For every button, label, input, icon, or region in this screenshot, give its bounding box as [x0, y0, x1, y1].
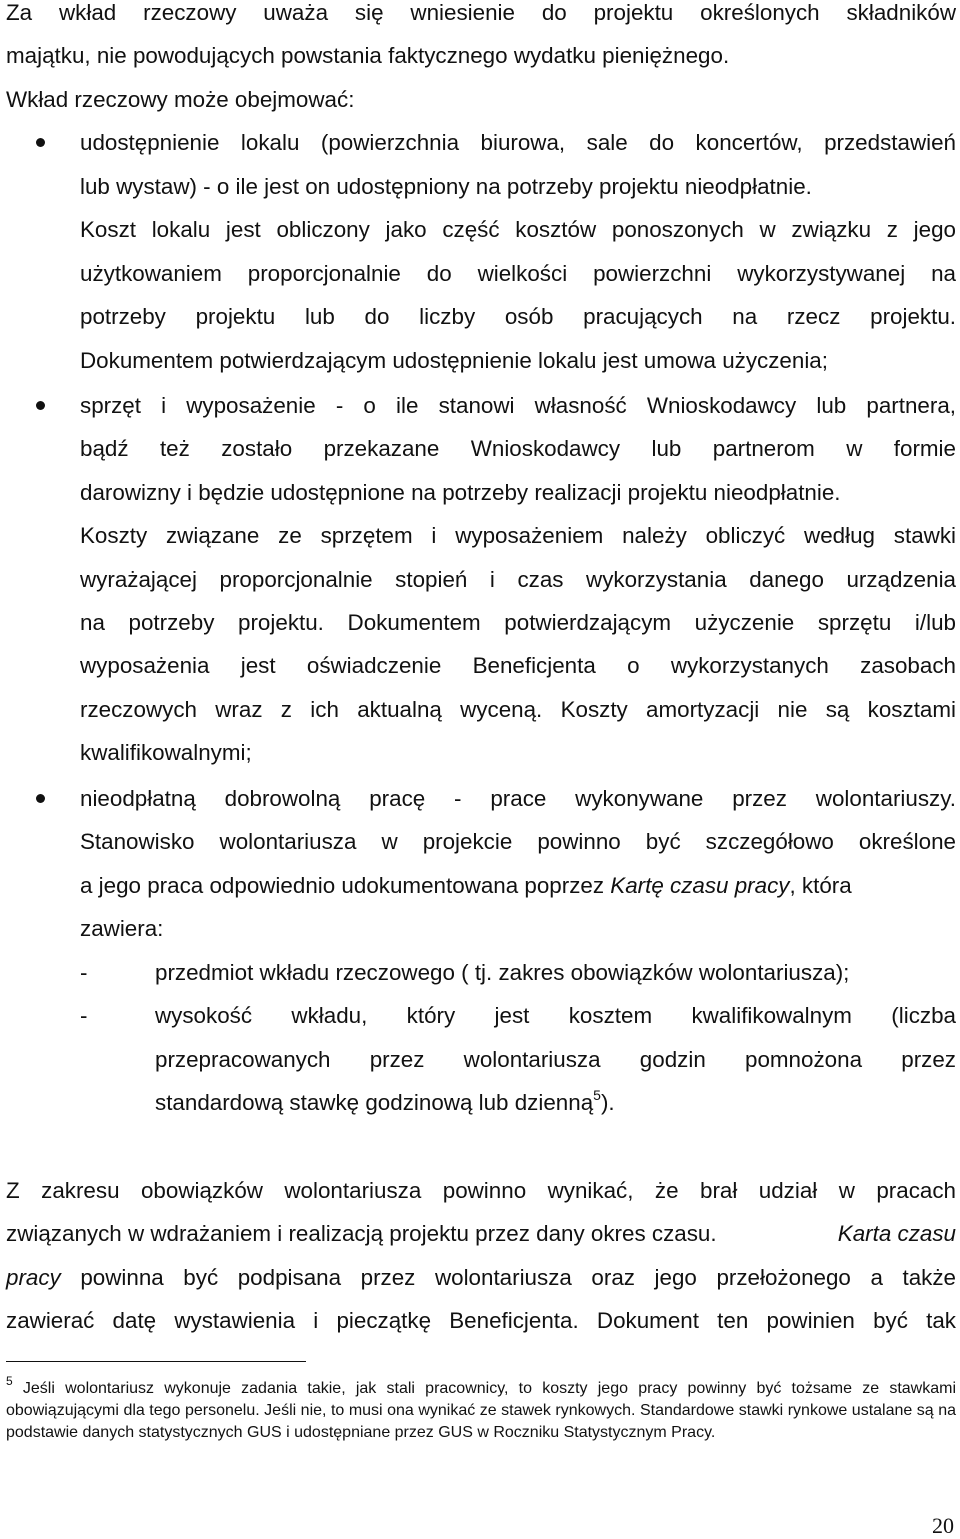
dash-marker: - [80, 960, 88, 985]
footnote-divider [6, 1361, 306, 1362]
bullet-1-line-1: udostępnienie lokalu (powierzchnia biurowa, sale do koncertów, przedstawień [80, 130, 956, 155]
bullet-2-line-8: rzeczowych wraz z ich aktualną wyceną. Koszty amortyzacji nie są kosztami [80, 697, 956, 722]
bullet-marker [36, 401, 45, 410]
dash-2-line-3 [155, 1086, 615, 1116]
bullet-1-line-6: Dokumentem potwierdzającym udostępnienie lokalu jest umowa użyczenia; [80, 348, 828, 373]
bullet-2-line-7: wyposażenia jest oświadczenie Beneficjenta o wykorzystanych zasobach [80, 653, 956, 678]
bullet-1-line-5: potrzeby projektu lub do liczby osób pracujących na rzecz projektu. [80, 304, 956, 329]
bullet-2-line-4: Koszty związane ze sprzętem i wyposażeniem należy obliczyć według stawki [80, 523, 956, 548]
footnote-text: Jeśli wolontariusz wykonuje zadania takie, jak stali pracownicy, to koszty jego pracy powinny być tożsame ze stawkami obowiązującymi dla tego personelu. Jeśli nie, to musi ona wynikać ze stawek rynkowych. Standardowe stawki rynkowe ustalane są na podstawie danych statystycznych GUS i udostępniane przez GUS w Roczniku Statystycznym Pracy. [6, 1380, 956, 1441]
intro-line-2: majątku, nie powodujących powstania faktycznego wydatku pieniężnego. [6, 43, 730, 68]
footnote-marker: 5 [6, 1373, 13, 1388]
bullet-1-line-3: Koszt lokalu jest obliczony jako część kosztów ponoszonych w związku z jego [80, 217, 956, 242]
bullet-3-line-4: zawiera: [80, 916, 164, 941]
bullet-1-line-2: lub wystaw) - o ile jest on udostępniony na potrzeby projektu nieodpłatnie. [80, 174, 812, 199]
footnote [6, 1373, 956, 1444]
bullet-3-line-3-italic: Kartę czasu pracy [610, 873, 790, 898]
intro-line-1: Za wkład rzeczowy uważa się wniesienie do projektu określonych składników [6, 0, 956, 25]
bullet-2-line-6: na potrzeby projektu. Dokumentem potwierdzającym użyczenie sprzętu i/lub [80, 610, 956, 635]
closing-line-2-pre: związanych w wdrażaniem i realizacją projektu przez dany okres czasu. [6, 1221, 723, 1246]
bullet-marker [36, 138, 45, 147]
bullet-3-line-2: Stanowisko wolontariusza w projekcie powinno być szczegółowo określone [80, 829, 956, 854]
bullet-2-line-9: kwalifikowalnymi; [80, 740, 252, 765]
bullet-3-line-1: nieodpłatną dobrowolną pracę - prace wykonywane przez wolontariuszy. [80, 786, 956, 811]
closing-line-3-post: powinna być podpisana przez wolontariusza oraz jego przełożonego a także [60, 1265, 956, 1290]
closing-line-3 [6, 1265, 956, 1291]
page-number: 20 [932, 1513, 954, 1538]
bullet-3-line-3-pre: a jego praca odpowiednio udokumentowana poprzez [80, 873, 611, 898]
dash-2-line-3-post: ). [600, 1090, 615, 1115]
bullet-3-line-3 [80, 873, 956, 899]
bullet-1-line-4: użytkowaniem proporcjonalnie do wielkości powierzchni wykorzystywanej na [80, 261, 956, 286]
intro-line-3: Wkład rzeczowy może obejmować: [6, 87, 355, 112]
bullet-2-line-1: sprzęt i wyposażenie - o ile stanowi własność Wnioskodawcy lub partnera, [80, 393, 956, 418]
closing-line-2 [6, 1221, 956, 1247]
dash-2-line-1: wysokość wkładu, który jest kosztem kwalifikowalnym (liczba [155, 1003, 956, 1028]
dash-1-text: przedmiot wkładu rzeczowego ( tj. zakres obowiązków wolontariusza); [155, 960, 850, 985]
dash-2-line-2: przepracowanych przez wolontariusza godzin pomnożona przez [155, 1047, 956, 1072]
closing-line-3-italic: pracy [6, 1265, 61, 1290]
bullet-2-line-3: darowizny i będzie udostępnione na potrzeby realizacji projektu nieodpłatnie. [80, 480, 841, 505]
closing-line-1: Z zakresu obowiązków wolontariusza powinno wynikać, że brał udział w pracach [6, 1178, 956, 1203]
closing-line-4: zawierać datę wystawienia i pieczątkę Beneficjenta. Dokument ten powinien być tak [6, 1308, 956, 1333]
dash-2-line-3-pre: standardową stawkę godzinową lub dzienną [155, 1090, 594, 1115]
bullet-3-line-3-post: , która [789, 873, 852, 898]
footnote-ref[interactable]: 5 [593, 1086, 601, 1103]
bullet-marker [36, 794, 45, 803]
dash-marker: - [80, 1003, 88, 1028]
bullet-2-line-2: bądź też zostało przekazane Wnioskodawcy lub partnerom w formie [80, 436, 956, 461]
closing-line-2-italic: Karta czasu [837, 1221, 956, 1246]
bullet-2-line-5: wyrażającej proporcjonalnie stopień i czas wykorzystania danego urządzenia [80, 567, 956, 592]
